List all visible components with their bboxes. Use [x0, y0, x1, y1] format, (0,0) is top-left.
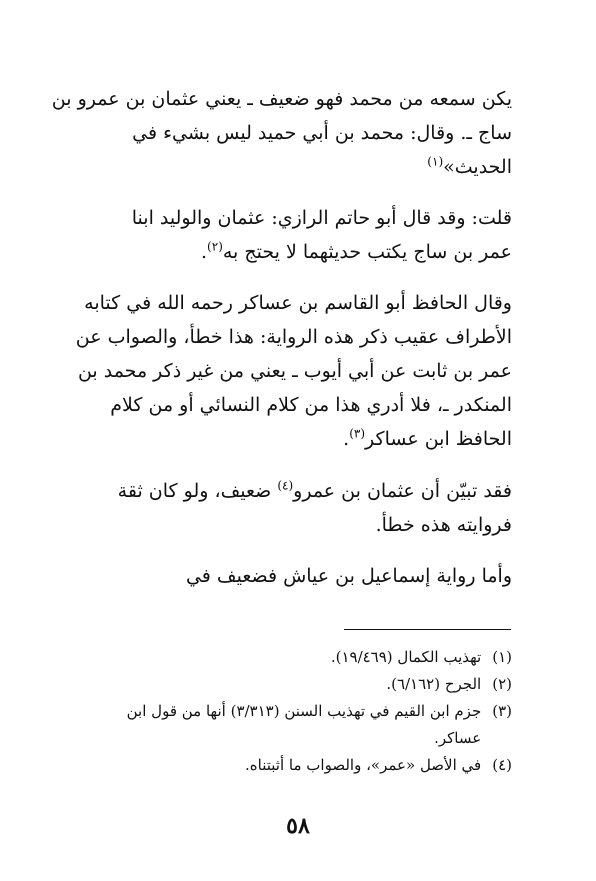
paragraph-2 [62, 201, 512, 269]
footnote-ref-4: (٤) [277, 478, 294, 493]
text-line [62, 474, 512, 508]
footnote-number: (٣) [492, 702, 512, 720]
text-line: المنكدر ـ، فلا أدري هذا من كلام النسائي أو من كلام [110, 394, 512, 416]
footnote-number: (١) [492, 648, 512, 666]
text-line [62, 422, 512, 456]
paragraph-4 [62, 474, 512, 542]
text-line: عمر بن ثابت عن أبي أيوب ـ يعني من غير ذكر محمد بن [77, 360, 512, 382]
footnote-4 [62, 752, 512, 779]
text-segment: . [343, 428, 350, 450]
text-line [62, 150, 512, 184]
text-line: قلت: وقد قال أبو حاتم الرازي: عثمان والوليد ابنا [131, 207, 512, 229]
text-line [62, 235, 512, 269]
footnote-text: الجرح (٦/١٦٢). [386, 675, 482, 693]
footnote-text: جزم ابن القيم في تهذيب السنن (٣/٣١٣) أنها من قول ابن [126, 702, 482, 720]
text-segment: فقد تبيّن أن عثمان بن عمرو [293, 480, 512, 502]
footnote-text: عساكر. [434, 729, 482, 747]
text-line: يكن سمعه من محمد فهو ضعيف ـ يعني عثمان بن عمرو بن [51, 88, 512, 110]
footnote-divider [344, 629, 511, 630]
text-segment: عمر بن ساج يكتب حديثهما لا يحتج به [222, 241, 512, 263]
footnote-number: (٢) [492, 675, 512, 693]
text-segment: الحافظ ابن عساكر [365, 428, 512, 450]
text-segment: الحديث» [443, 156, 512, 178]
text-segment: . [201, 241, 208, 263]
footnote-1 [62, 644, 512, 671]
text-line: وقال الحافظ أبو القاسم بن عساكر رحمه الله في كتابه [84, 292, 512, 314]
paragraph-5 [62, 559, 512, 593]
footnote-3-continuation [62, 725, 512, 752]
paragraph-3 [62, 286, 512, 456]
text-segment: ضعيف، ولو كان ثقة [117, 480, 278, 502]
footnote-text: تهذيب الكمال (١٩/٤٦٩). [330, 648, 482, 666]
text-line: ساج ـ. وقال: محمد بن أبي حميد ليس بشيء في [132, 122, 512, 144]
footnote-ref-2: (٢) [207, 239, 223, 254]
text-line: فروايته هذه خطأ. [375, 514, 512, 536]
footnote-ref-1: (١) [427, 154, 444, 169]
paragraph-1 [51, 82, 512, 184]
footnotes [62, 644, 512, 779]
footnote-ref-3: (٣) [349, 426, 366, 441]
footnote-text: في الأصل «عمر»، والصواب ما أثبتناه. [245, 756, 482, 774]
page-number: ٥٨ [286, 813, 310, 839]
footnote-3 [62, 698, 512, 725]
footnote-number: (٤) [492, 756, 512, 774]
footnote-2 [62, 671, 512, 698]
text-line: وأما رواية إسماعيل بن عياش فضعيف في [185, 565, 512, 587]
text-line: الأطراف عقيب ذكر هذه الرواية: هذا خطأ، والصواب عن [75, 326, 512, 348]
